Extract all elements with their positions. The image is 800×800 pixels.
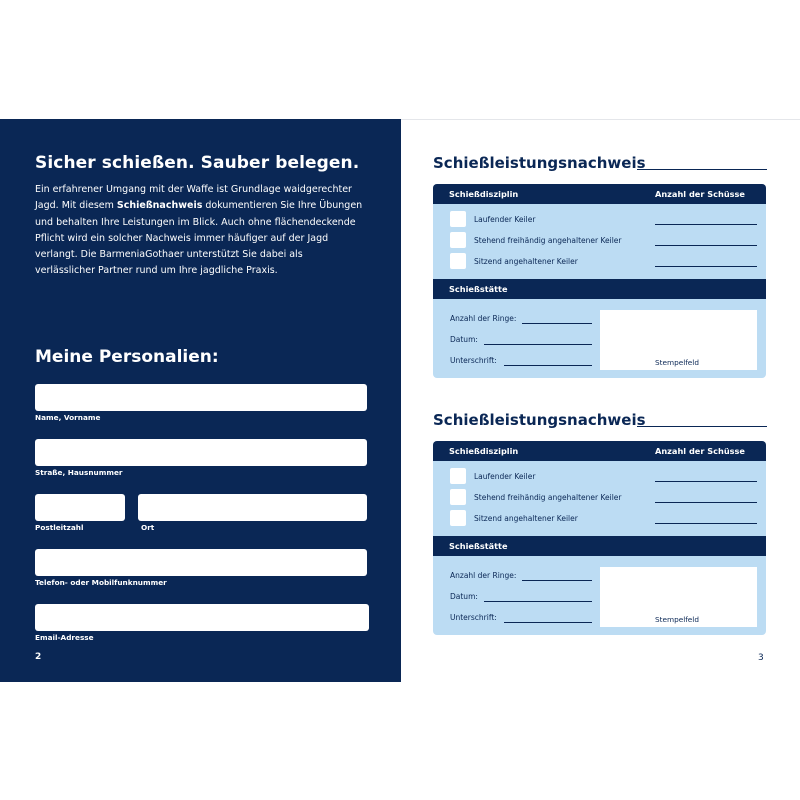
discipline-row bbox=[450, 468, 758, 485]
stamp-label: Stempelfeld bbox=[655, 615, 699, 624]
rings-label: Anzahl der Ringe: bbox=[450, 571, 517, 580]
right-page bbox=[401, 119, 800, 682]
discipline-label: Stehend freihändig angehaltener Keiler bbox=[474, 236, 622, 245]
discipline-checkbox[interactable] bbox=[450, 468, 466, 484]
site-header: Schießstätte bbox=[449, 284, 508, 294]
intro-text-bold: Schießnachweis bbox=[116, 200, 203, 212]
page-number-right: 3 bbox=[758, 653, 764, 663]
intro-text-part2: dokumentieren Sie Ihre Übungen und behalten Ihre Leistungen im Blick. Auch ohne flächendeckende Pflicht wird ein solcher Nachweis immer häufiger auf der Jagd verlangt. Die BarmeniaGothaer unterstützt Sie dabei als verlässlicher Partner rund um Ihre jagdliche Praxis. bbox=[35, 200, 363, 277]
discipline-label: Stehend freihändig angehaltener Keiler bbox=[474, 493, 622, 502]
rings-line[interactable] bbox=[522, 323, 592, 324]
discipline-checkbox[interactable] bbox=[450, 232, 466, 248]
discipline-checkbox[interactable] bbox=[450, 489, 466, 505]
site-header-bar bbox=[433, 279, 766, 299]
discipline-checkbox[interactable] bbox=[450, 211, 466, 227]
zip-field-label: Postleitzahl bbox=[35, 523, 84, 532]
discipline-header-bar bbox=[433, 184, 766, 204]
discipline-label: Sitzend angehaltener Keiler bbox=[474, 257, 578, 266]
name-field[interactable] bbox=[35, 384, 367, 411]
card-title-row bbox=[433, 154, 766, 176]
shots-line[interactable] bbox=[655, 481, 757, 482]
signature-line[interactable] bbox=[504, 365, 592, 366]
discipline-header: Schießdisziplin bbox=[449, 446, 519, 456]
signature-line[interactable] bbox=[504, 622, 592, 623]
rings-line[interactable] bbox=[522, 580, 592, 581]
card-title-line bbox=[637, 426, 767, 427]
shooting-record-card-1 bbox=[433, 154, 766, 384]
discipline-label: Laufender Keiler bbox=[474, 472, 536, 481]
card-title-row bbox=[433, 411, 766, 433]
intro-title: Sicher schießen. Sauber belegen. bbox=[35, 153, 360, 173]
discipline-header-bar bbox=[433, 441, 766, 461]
email-field-label: Email-Adresse bbox=[35, 633, 94, 642]
discipline-checkbox[interactable] bbox=[450, 253, 466, 269]
phone-field-label: Telefon- oder Mobilfunknummer bbox=[35, 578, 167, 587]
discipline-row bbox=[450, 232, 758, 249]
discipline-row bbox=[450, 253, 758, 270]
site-header-bar bbox=[433, 536, 766, 556]
date-label: Datum: bbox=[450, 335, 478, 344]
rings-label: Anzahl der Ringe: bbox=[450, 314, 517, 323]
date-line[interactable] bbox=[484, 601, 592, 602]
name-field-label: Name, Vorname bbox=[35, 413, 101, 422]
card-title: Schießleistungsnachweis bbox=[433, 154, 646, 172]
city-field[interactable] bbox=[138, 494, 367, 521]
discipline-checkbox[interactable] bbox=[450, 510, 466, 526]
shots-line[interactable] bbox=[655, 245, 757, 246]
street-field-label: Straße, Hausnummer bbox=[35, 468, 123, 477]
stamp-field bbox=[600, 310, 757, 370]
shots-line[interactable] bbox=[655, 224, 757, 225]
site-header: Schießstätte bbox=[449, 541, 508, 551]
brochure-spread bbox=[0, 119, 800, 682]
discipline-header: Schießdisziplin bbox=[449, 189, 519, 199]
card-title: Schießleistungsnachweis bbox=[433, 411, 646, 429]
discipline-row bbox=[450, 211, 758, 228]
discipline-row bbox=[450, 489, 758, 506]
shots-line[interactable] bbox=[655, 502, 757, 503]
email-field[interactable] bbox=[35, 604, 369, 631]
record-form bbox=[433, 184, 766, 378]
shots-header: Anzahl der Schüsse bbox=[655, 446, 745, 456]
page-number-left: 2 bbox=[35, 652, 42, 662]
signature-label: Unterschrift: bbox=[450, 356, 497, 365]
personal-data-title: Meine Personalien: bbox=[35, 347, 219, 367]
date-line[interactable] bbox=[484, 344, 592, 345]
discipline-label: Laufender Keiler bbox=[474, 215, 536, 224]
street-field[interactable] bbox=[35, 439, 367, 466]
signature-label: Unterschrift: bbox=[450, 613, 497, 622]
left-page bbox=[0, 119, 401, 682]
record-form bbox=[433, 441, 766, 635]
stamp-field bbox=[600, 567, 757, 627]
city-field-label: Ort bbox=[141, 523, 155, 532]
date-label: Datum: bbox=[450, 592, 478, 601]
zip-field[interactable] bbox=[35, 494, 125, 521]
shots-line[interactable] bbox=[655, 266, 757, 267]
card-title-line bbox=[637, 169, 767, 170]
intro-text bbox=[35, 182, 365, 280]
discipline-label: Sitzend angehaltener Keiler bbox=[474, 514, 578, 523]
shots-line[interactable] bbox=[655, 523, 757, 524]
discipline-row bbox=[450, 510, 758, 527]
shooting-record-card-2 bbox=[433, 411, 766, 641]
stamp-label: Stempelfeld bbox=[655, 358, 699, 367]
intro-text-part1: Ein erfahrener Umgang mit der Waffe ist Grundlage waidgerechter Jagd. Mit diesem bbox=[35, 184, 352, 212]
phone-field[interactable] bbox=[35, 549, 367, 576]
shots-header: Anzahl der Schüsse bbox=[655, 189, 745, 199]
